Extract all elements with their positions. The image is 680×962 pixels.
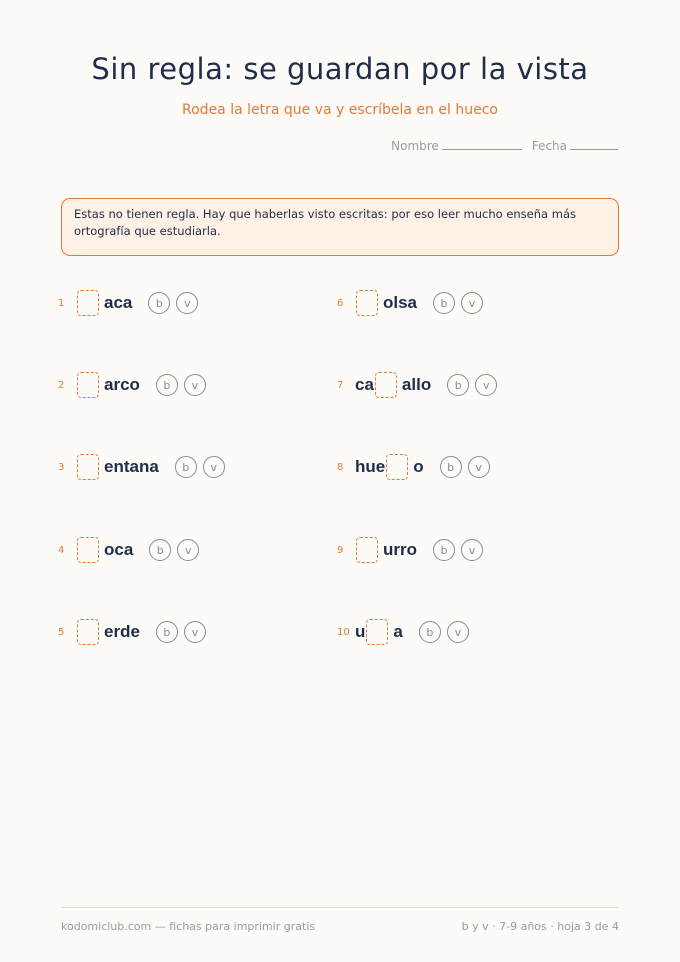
exercise-number: 6	[337, 297, 344, 309]
option-b[interactable]: b	[156, 374, 178, 396]
exercise-10	[337, 617, 469, 647]
letter-gap[interactable]	[77, 537, 99, 563]
exercise-number: 10	[337, 626, 350, 638]
option-v[interactable]: v	[461, 539, 483, 561]
letter-options	[175, 456, 225, 478]
letter-options	[440, 456, 490, 478]
word-after: oca	[104, 540, 134, 559]
footer-sheet-info: b y v · 7-9 años · hoja 3 de 4	[461, 920, 619, 933]
option-v[interactable]: v	[475, 374, 497, 396]
option-v[interactable]: v	[177, 539, 199, 561]
option-v[interactable]: v	[461, 292, 483, 314]
date-label: Fecha	[531, 139, 567, 153]
exercise-word	[355, 290, 417, 316]
option-b[interactable]: b	[156, 621, 178, 643]
word-after: arco	[104, 375, 140, 394]
exercise-word	[355, 537, 417, 563]
letter-gap[interactable]	[366, 619, 388, 645]
exercise-word	[76, 454, 159, 480]
word-before: hue	[355, 457, 386, 476]
exercise-number: 9	[337, 544, 344, 556]
option-v[interactable]: v	[447, 621, 469, 643]
option-b[interactable]: b	[433, 539, 455, 561]
footer-divider	[61, 907, 619, 908]
exercise-word	[355, 619, 403, 645]
option-b[interactable]: b	[433, 292, 455, 314]
exercise-9	[337, 535, 483, 565]
option-v[interactable]: v	[176, 292, 198, 314]
letter-gap[interactable]	[77, 454, 99, 480]
letter-gap[interactable]	[77, 372, 99, 398]
footer-site: kodomiclub.com — fichas para imprimir gratis	[61, 920, 316, 933]
exercise-6	[337, 288, 483, 318]
exercise-word	[76, 537, 133, 563]
letter-options	[447, 374, 497, 396]
word-after: olsa	[383, 293, 418, 312]
exercise-word	[76, 619, 140, 645]
option-v[interactable]: v	[184, 374, 206, 396]
exercise-5	[58, 617, 206, 647]
exercise-word	[76, 290, 132, 316]
option-b[interactable]: b	[440, 456, 462, 478]
exercise-number: 1	[58, 297, 65, 309]
word-after: erde	[104, 622, 140, 641]
word-after: urro	[383, 540, 417, 559]
instruction-note: Estas no tienen regla. Hay que haberlas visto escritas: por eso leer mucho enseña más ortografía que estudiarla.	[61, 198, 619, 256]
letter-options	[149, 539, 199, 561]
letter-options	[433, 539, 483, 561]
letter-gap[interactable]	[77, 290, 99, 316]
option-v[interactable]: v	[184, 621, 206, 643]
word-after: o	[413, 457, 424, 476]
letter-options	[156, 621, 206, 643]
letter-gap[interactable]	[77, 619, 99, 645]
page-title: Sin regla: se guardan por la vista	[91, 52, 589, 86]
exercise-word	[355, 372, 431, 398]
exercise-number: 4	[58, 544, 65, 556]
exercise-3	[58, 452, 225, 482]
option-b[interactable]: b	[148, 292, 170, 314]
letter-gap[interactable]	[356, 537, 378, 563]
letter-options	[156, 374, 206, 396]
option-b[interactable]: b	[149, 539, 171, 561]
exercise-1	[58, 288, 198, 318]
name-field[interactable]	[391, 139, 522, 153]
exercise-8	[337, 452, 490, 482]
exercise-number: 7	[337, 379, 344, 391]
exercise-7	[337, 370, 497, 400]
name-label: Nombre	[391, 139, 439, 153]
exercise-number: 3	[58, 461, 65, 473]
letter-options	[419, 621, 469, 643]
exercise-word	[76, 372, 140, 398]
option-b[interactable]: b	[175, 456, 197, 478]
exercise-number: 8	[337, 461, 344, 473]
letter-gap[interactable]	[356, 290, 378, 316]
letter-gap[interactable]	[386, 454, 408, 480]
date-field[interactable]	[532, 139, 618, 153]
option-v[interactable]: v	[468, 456, 490, 478]
word-before: ca	[355, 375, 374, 394]
letter-options	[148, 292, 198, 314]
name-date-fields	[391, 139, 618, 153]
letter-options	[433, 292, 483, 314]
exercise-4	[58, 535, 199, 565]
option-v[interactable]: v	[203, 456, 225, 478]
exercise-2	[58, 370, 206, 400]
exercise-number: 2	[58, 379, 65, 391]
option-b[interactable]: b	[419, 621, 441, 643]
exercise-number: 5	[58, 626, 65, 638]
word-after: entana	[104, 457, 159, 476]
option-b[interactable]: b	[447, 374, 469, 396]
exercise-word	[355, 454, 424, 480]
word-after: aca	[104, 293, 133, 312]
word-after: allo	[401, 375, 432, 394]
letter-gap[interactable]	[375, 372, 397, 398]
word-after: a	[393, 622, 403, 641]
word-before: u	[355, 622, 366, 641]
page-subtitle: Rodea la letra que va y escríbela en el hueco	[182, 102, 498, 118]
